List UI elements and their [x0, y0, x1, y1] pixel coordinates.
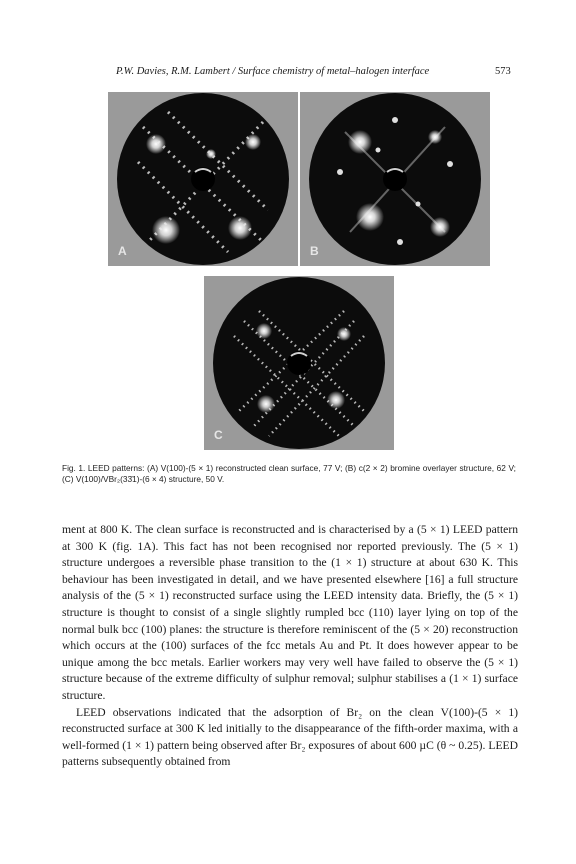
leed-pattern-a-image: [108, 92, 298, 266]
paragraph: LEED observations indicated that the adsorption of Br₂ on the clean V(100)-(5 × 1) reconstructed surface at 300 K led initially to the disappearance of the fifth-order maxima, with a well-formed (1 × 1) pattern being observed after Br₂ exposures of about 600 µC (θ ~ 0.25). LEED patterns subsequently obtained from: [62, 705, 518, 769]
figure-caption: Fig. 1. LEED patterns: (A) V(100)-(5 × 1) reconstructed clean surface, 77 V; (B) c(2 × 2) bromine overlayer structure, 62 V; (C) V(100)/VBr₂(33̄1)-(6 × 4) structure, 50 V.: [62, 463, 516, 484]
leed-panel-b: [300, 92, 490, 266]
leed-pattern-b-image: [300, 92, 490, 266]
panel-label-b: B: [310, 244, 319, 258]
leed-panel-a: [108, 92, 298, 266]
paragraph: ment at 800 K. The clean surface is reconstructed and is characterised by a (5 × 1) LEED pattern at 300 K (fig. 1A). This fact has not been recognised nor reported previously. The (5 × 1) structure undergoes a reversible phase transition to the (1 × 1) structure at about 630 K. This behaviour has been investigated in detail, and we have presented elsewhere [16] a full structure analysis of the (5 × 1) reconstructed surface using the LEED intensity data. Briefly, the (5 × 1) structure is thought to consist of a single slightly rumpled bcc (110) layer lying on top of the normal bulk bcc (100) planes: the structure is therefore reminiscent of the (5 × 20) reconstruction which occurs at the (100) surfaces of the fcc metals Au and Pt. It does however appear to be unique among the bcc metals. Earlier workers may very well have failed to observe the (5 × 1) structure because of the extreme difficulty of sulphur removal; sulphur stabilises a (1 × 1) surface structure.: [62, 523, 518, 702]
leed-panel-c: [204, 276, 394, 450]
body-text: [62, 522, 518, 771]
page-number: 573: [495, 66, 511, 77]
running-head: P.W. Davies, R.M. Lambert / Surface chemistry of metal–halogen interface: [116, 66, 430, 77]
panel-label-c: C: [214, 428, 223, 442]
leed-pattern-c-image: [204, 276, 394, 450]
panel-label-a: A: [118, 244, 127, 258]
